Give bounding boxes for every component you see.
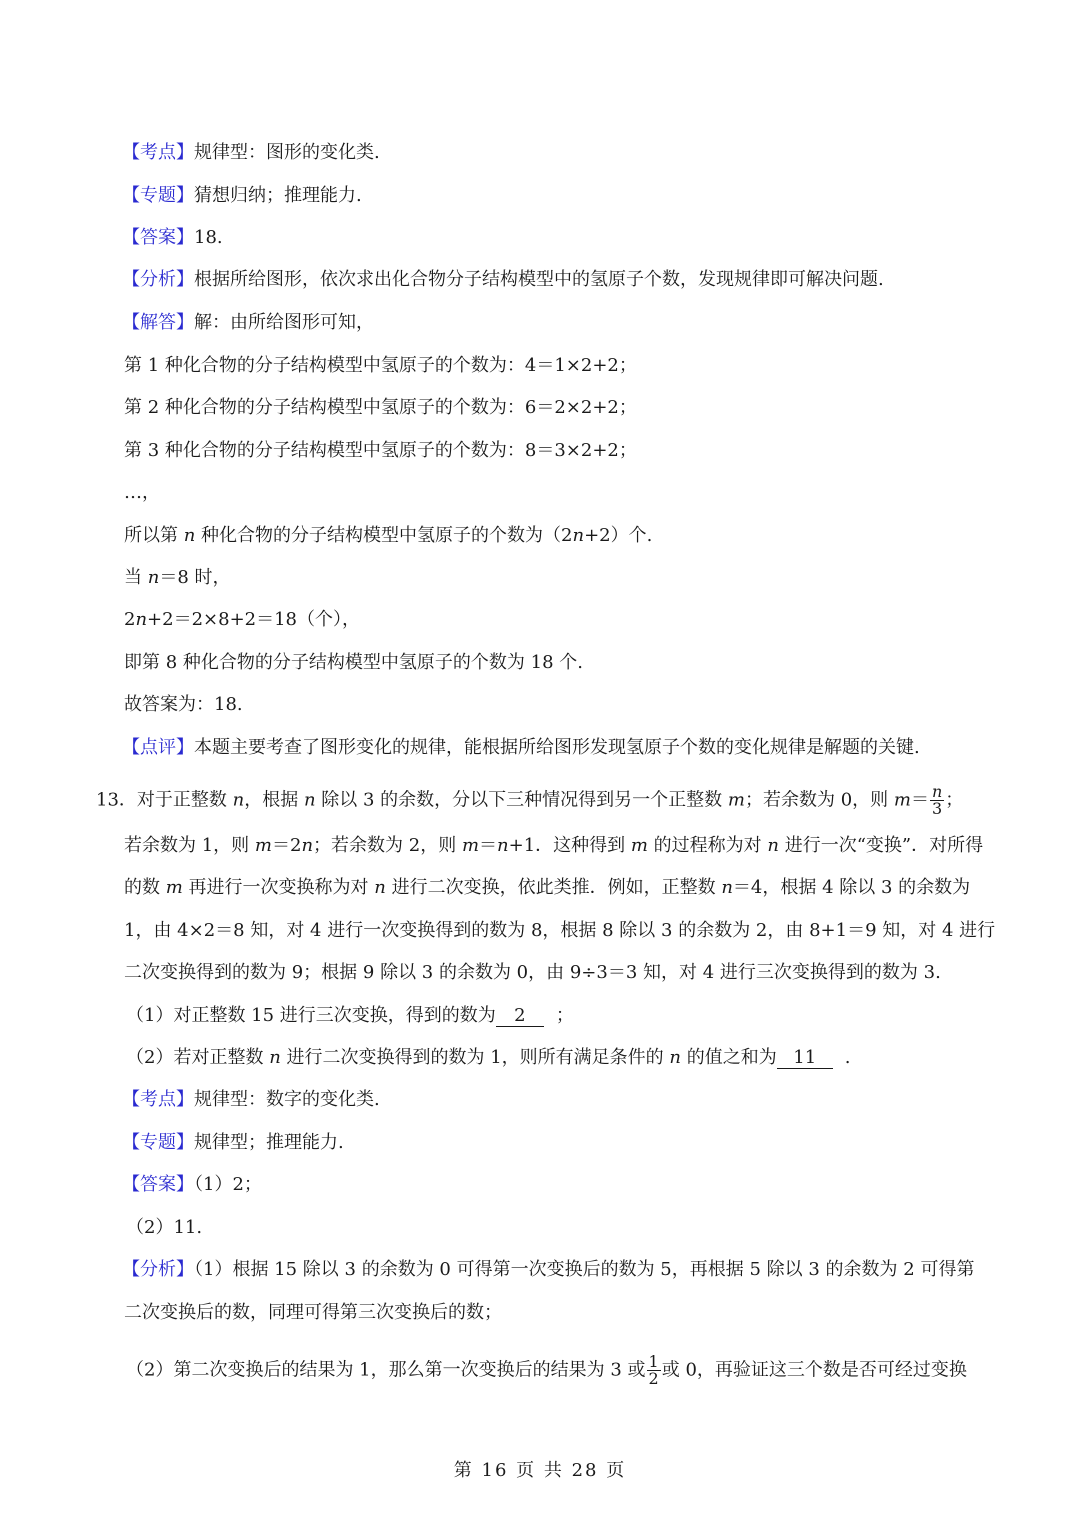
answer-blank-1: 2 <box>496 1006 544 1027</box>
q12-zhuanti: 【专题】猜想归纳；推理能力. <box>122 185 362 206</box>
tag-jieda: 【解答】 <box>122 312 194 333</box>
tag-zhuanti: 【专题】 <box>122 185 194 206</box>
q13-stem-line-2: 若余数为 1，则 m＝2n；若余数为 2，则 m＝n+1．这种得到 m 的过程称为对 n 进行一次“变换”．对所得 <box>124 835 984 856</box>
q13-stem-line-4: 1，由 4×2＝8 知，对 4 进行一次变换得到的数为 8，根据 8 除以 3 的余数为 2，由 8+1＝9 知，对 4 进行 <box>124 920 996 941</box>
q12-fenxi: 【分析】根据所给图形，依次求出化合物分子结构模型中的氢原子个数，发现规律即可解决问题. <box>122 269 884 290</box>
q13-stem-line-3: 的数 m 再进行一次变换称为对 n 进行二次变换，依此类推．例如，正整数 n＝4，根据 4 除以 3 的余数为 <box>124 877 971 898</box>
tag-daan: 【答案】 <box>122 1174 194 1195</box>
q12-line-7: 2n+2＝2×8+2＝18（个）， <box>124 609 361 630</box>
q13-part-2: （2）若对正整数 n 进行二次变换得到的数为 1，则所有满足条件的 n 的值之和为 11 . <box>126 1047 851 1068</box>
q13-fenxi-line-2: 二次变换后的数，同理可得第三次变换后的数； <box>124 1302 502 1323</box>
q12-line-8: 即第 8 种化合物的分子结构模型中氢原子的个数为 18 个. <box>124 652 583 673</box>
q12-line-5: 所以第 n 种化合物的分子结构模型中氢原子的个数为（2n+2）个. <box>124 525 653 546</box>
q12-dianping: 【点评】本题主要考查了图形变化的规律，能根据所给图形发现氢原子个数的变化规律是解题的关键. <box>122 737 920 758</box>
q13-stem-line-5: 二次变换得到的数为 9；根据 9 除以 3 的余数为 0，由 9÷3＝3 知，对 4 进行三次变换得到的数为 3. <box>124 962 941 983</box>
tag-dianping: 【点评】 <box>122 737 194 758</box>
q12-line-9: 故答案为：18. <box>124 694 243 715</box>
fraction-one-half: $\frac{1}{2}$ <box>648 1352 659 1388</box>
tag-daan: 【答案】 <box>122 227 194 248</box>
q13-stem-line-1: 13．对于正整数 n，根据 n 除以 3 的余数，分以下三种情况得到另一个正整数 m；若余数为 0，则 m＝ $\frac{n}{3}$ ； <box>96 782 964 818</box>
page-footer: 第 16 页 共 28 页 <box>453 1460 627 1481</box>
fraction-n-over-3: $\frac{n}{3}$ <box>931 782 943 818</box>
q13-fenxi: 【分析】（1）根据 15 除以 3 的余数为 0 可得第一次变换后的数为 5，再根据 5 除以 3 的余数为 2 可得第 <box>122 1259 975 1280</box>
q13-daan-2: （2）11. <box>126 1217 203 1238</box>
tag-kaodian: 【考点】 <box>122 1089 194 1110</box>
q12-line-4: …， <box>124 482 160 503</box>
q12-line-6: 当 n＝8 时， <box>124 567 231 588</box>
tag-fenxi: 【分析】 <box>122 1259 194 1280</box>
q12-line-3: 第 3 种化合物的分子结构模型中氢原子的个数为：8＝3×2+2； <box>124 440 637 461</box>
tag-zhuanti: 【专题】 <box>122 1132 194 1153</box>
tag-kaodian: 【考点】 <box>122 142 194 163</box>
q13-part-1: （1）对正整数 15 进行三次变换，得到的数为 2 ； <box>126 1005 574 1026</box>
tag-fenxi: 【分析】 <box>122 269 194 290</box>
q12-kaodian: 【考点】规律型：图形的变化类. <box>122 142 380 163</box>
answer-blank-2: 11 <box>777 1048 833 1069</box>
q13-daan: 【答案】（1）2； <box>122 1174 262 1195</box>
q13-fenxi-line-3: （2）第二次变换后的结果为 1，那么第一次变换后的结果为 3 或 $\frac{1}{2}$ 或 0，再验证这三个数是否可经过变换 <box>126 1352 967 1388</box>
q12-jieda: 【解答】解：由所给图形可知， <box>122 312 374 333</box>
q12-daan: 【答案】18. <box>122 227 223 248</box>
q12-line-1: 第 1 种化合物的分子结构模型中氢原子的个数为：4＝1×2+2； <box>124 355 637 376</box>
q13-zhuanti: 【专题】规律型；推理能力. <box>122 1132 344 1153</box>
q12-line-2: 第 2 种化合物的分子结构模型中氢原子的个数为：6＝2×2+2； <box>124 397 637 418</box>
q13-kaodian: 【考点】规律型：数字的变化类. <box>122 1089 380 1110</box>
